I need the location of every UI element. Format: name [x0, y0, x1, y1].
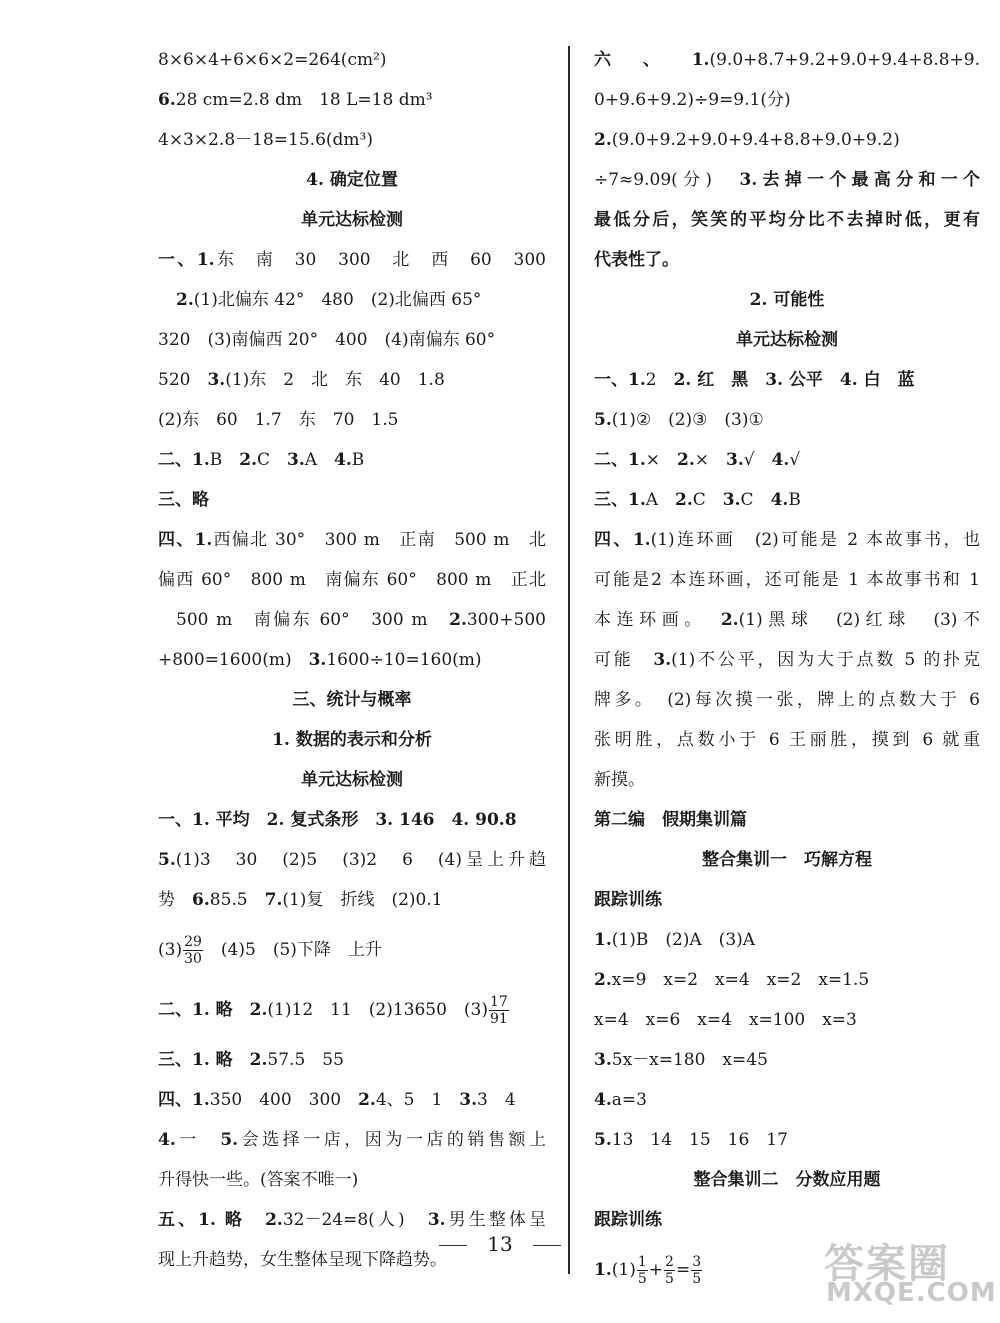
text: 张明胜，点数小于 6 王丽胜，摸到 6 就重 — [594, 730, 980, 750]
line — [158, 520, 546, 560]
text: × — [645, 450, 677, 470]
line — [158, 560, 546, 600]
text: 偏西 60° 800 m 南偏东 60° 800 m 正北 — [158, 570, 546, 590]
item-number: 六、1. — [594, 50, 710, 70]
text: 32－24=8(人) — [282, 1210, 428, 1230]
text: 13 14 15 16 17 — [611, 1130, 788, 1150]
text: (1)不公平，因为大于点数 5 的扑克 — [671, 650, 980, 670]
line — [594, 760, 980, 800]
item-number: 3. — [459, 1090, 478, 1110]
item-number: 二、1. — [594, 450, 646, 470]
fraction — [489, 994, 509, 1027]
item-number: 三、1. — [594, 490, 646, 510]
text: (4)5 (5)下降 上升 — [203, 940, 382, 960]
text: 520 — [158, 370, 208, 390]
text: 可能 — [594, 650, 654, 670]
item-number: 3. — [739, 170, 758, 190]
line — [594, 1040, 980, 1080]
part-title: 第二编 假期集训篇 — [594, 810, 747, 830]
line — [158, 920, 546, 980]
line — [594, 400, 980, 440]
line — [158, 400, 546, 440]
text: ÷7≈9.09(分) — [594, 170, 740, 190]
item-number: 五、1. 略 2. — [158, 1210, 283, 1230]
text: 57.5 55 — [267, 1050, 344, 1070]
denominator: 5 — [692, 1271, 702, 1287]
line — [594, 600, 980, 640]
item-number: 2. — [675, 490, 693, 510]
text: 4×3×2.8－18=15.6(dm³) — [158, 130, 373, 150]
line — [594, 1000, 980, 1040]
item-number: 1. — [594, 1260, 612, 1280]
left-column — [158, 40, 546, 1280]
item-number: 四、1. — [158, 530, 213, 550]
line — [158, 320, 546, 360]
numerator: 3 — [692, 1254, 702, 1270]
line — [594, 640, 980, 680]
text: x=9 x=2 x=4 x=2 x=1.5 — [611, 970, 870, 990]
item-number: 2. — [239, 450, 257, 470]
text: 28 cm=2.8 dm 18 L=18 dm³ — [175, 90, 433, 110]
text: (1)东 2 北 东 40 1.8 — [225, 370, 445, 390]
text: 一 — [175, 1130, 221, 1150]
text: (3) — [158, 940, 183, 960]
text: C — [740, 490, 771, 510]
line — [594, 520, 980, 560]
right-column — [594, 40, 980, 1300]
text: (9.0+8.7+9.2+9.0+9.4+8.8+9. — [709, 50, 980, 70]
text: (2)东 60 1.7 东 70 1.5 — [158, 410, 399, 430]
section-subtitle: 单元达标检测 — [301, 210, 403, 230]
text: 东 南 30 300 北 西 60 300 — [214, 250, 546, 270]
line — [594, 360, 980, 400]
line — [158, 80, 546, 120]
item-number: 2. — [594, 970, 612, 990]
section-title: 整合集训二 分数应用题 — [693, 1170, 881, 1190]
text: 2 — [645, 370, 674, 390]
item-number: 4. — [334, 450, 352, 470]
text: 1600÷10=160(m) — [326, 650, 482, 670]
line — [158, 360, 546, 400]
item-number: 5. — [594, 1130, 612, 1150]
denominator: 91 — [490, 1011, 508, 1027]
item-number: 四、1. — [594, 530, 651, 550]
item-number: 二、1. 略 2. — [158, 1000, 268, 1020]
item-number: 6. — [158, 90, 176, 110]
line — [158, 640, 546, 680]
column-divider — [568, 46, 570, 1274]
operator: + — [648, 1260, 664, 1280]
line — [594, 120, 980, 160]
section-title: 4. 确定位置 — [306, 170, 398, 190]
item-number: 7. — [264, 890, 283, 910]
denominator: 30 — [184, 951, 202, 967]
fraction — [637, 1254, 648, 1287]
text: (1)12 11 (2)13650 (3) — [267, 1000, 489, 1020]
item-number: 4. — [158, 1130, 176, 1150]
text: 4、5 1 — [375, 1090, 460, 1110]
item-number: 4. — [594, 1090, 612, 1110]
line — [594, 680, 980, 720]
line — [594, 1080, 980, 1120]
text: x=4 x=6 x=4 x=100 x=3 — [594, 1010, 857, 1030]
text: (1)3 30 (2)5 (3)2 6 (4)呈上升趋 — [175, 850, 546, 870]
text: 男生整体呈 — [445, 1210, 547, 1230]
item-number: 2. — [358, 1090, 376, 1110]
line — [594, 480, 980, 520]
text: B — [351, 450, 365, 470]
text: 升得快一些。(答案不唯一) — [158, 1170, 359, 1190]
numerator: 1 — [637, 1254, 647, 1270]
line — [158, 1120, 546, 1160]
page-number-dash — [533, 1245, 561, 1246]
item-number: 二、1. — [158, 450, 210, 470]
line — [594, 920, 980, 960]
text: (1)复 折线 (2)0.1 — [282, 890, 443, 910]
line: 代表性了。 — [594, 250, 679, 270]
text: (1)② (2)③ (3)① — [611, 410, 764, 430]
text: 牌多。 (2)每次摸一张，牌上的点数大于 6 — [594, 690, 980, 710]
item-number: 5. — [594, 410, 612, 430]
denominator: 5 — [637, 1271, 647, 1287]
text: (1) — [611, 1260, 636, 1280]
line — [594, 960, 980, 1000]
text: B — [788, 490, 801, 510]
text: 西偏北 30° 300 m 正南 500 m 北 — [212, 530, 546, 550]
line: 三、略 — [158, 490, 209, 510]
line — [158, 280, 546, 320]
text: √ — [789, 450, 801, 470]
item-number: 3. — [308, 650, 327, 670]
text: (1)黑球 (2)红球 (3)不 — [738, 610, 980, 630]
text: √ — [743, 450, 772, 470]
text: 0+9.6+9.2)÷9=9.1(分) — [594, 90, 791, 110]
numerator: 2 — [665, 1254, 674, 1270]
line — [594, 40, 980, 80]
text: 可能是2 本连环画，还可能是 1 本故事书和 1 — [594, 570, 980, 590]
line — [594, 720, 980, 760]
fraction — [691, 1254, 702, 1287]
numerator: 29 — [184, 934, 202, 950]
item-number: 3. — [653, 650, 672, 670]
line — [158, 40, 546, 80]
page-number-text: 13 — [487, 1232, 513, 1256]
text: 300+500 — [466, 610, 546, 630]
numerator: 17 — [490, 994, 508, 1010]
item-number: 2. — [594, 130, 612, 150]
item-number: 2. — [176, 290, 194, 310]
text: 新摸。 — [594, 770, 645, 790]
line — [158, 980, 546, 1040]
page-number-dash — [439, 1245, 467, 1246]
subsection-title: 跟踪训练 — [594, 1210, 662, 1230]
text: 3 4 — [477, 1090, 516, 1110]
item-number: 3. — [207, 370, 226, 390]
text: 2. 红 黑 3. 公平 4. 白 蓝 — [673, 370, 915, 390]
text: 去掉一个最高分和一个 — [757, 170, 980, 190]
line — [594, 160, 980, 200]
text: 350 400 300 — [209, 1090, 359, 1110]
section-subtitle: 单元达标检测 — [736, 330, 838, 350]
item-number: 5. — [220, 1130, 239, 1150]
line — [158, 440, 546, 480]
line — [594, 560, 980, 600]
item-number: 3. — [722, 490, 741, 510]
section-title: 整合集训一 巧解方程 — [702, 850, 872, 870]
item-number: 2. — [449, 610, 467, 630]
subsection-title: 跟踪训练 — [594, 890, 662, 910]
item-number: 4. — [770, 490, 789, 510]
line — [158, 120, 546, 160]
text: A — [645, 490, 676, 510]
fraction — [183, 934, 203, 967]
section-title: 三、统计与概率 — [292, 690, 412, 710]
item-number: 一、1. — [158, 250, 215, 270]
text: +800=1600(m) — [158, 650, 309, 670]
item-number: 四、1. — [158, 1090, 210, 1110]
line — [158, 1160, 546, 1200]
line — [158, 240, 546, 280]
text: (1)连环画 (2)可能是 2 本故事书，也 — [650, 530, 980, 550]
section-subtitle: 单元达标检测 — [301, 770, 403, 790]
text: a=3 — [611, 1090, 647, 1110]
line — [158, 1040, 546, 1080]
section-title: 1. 数据的表示和分析 — [272, 730, 432, 750]
item-number: 4. — [771, 450, 790, 470]
line — [594, 1120, 980, 1160]
watermark-url: MXQE.COM — [826, 1278, 997, 1308]
fraction — [664, 1254, 675, 1287]
text: B — [209, 450, 240, 470]
item-number: 3. — [594, 1050, 612, 1070]
text: C — [692, 490, 723, 510]
item-number: 3. — [726, 450, 744, 470]
text: 势 — [158, 890, 192, 910]
text: 8×6×4+6×6×2=264(cm²) — [158, 50, 387, 70]
watermark-title: 答案圈 — [824, 1241, 950, 1287]
item-number: 1. — [594, 930, 612, 950]
line: 一、1. 平均 2. 复式条形 3. 146 4. 90.8 — [158, 810, 517, 830]
text: (9.0+9.2+9.0+9.4+8.8+9.0+9.2) — [611, 130, 900, 150]
line — [158, 1080, 546, 1120]
item-number: 一、1. — [594, 370, 646, 390]
text: 5x－x=180 x=45 — [611, 1050, 768, 1070]
text: 500 m 南偏东 60° 300 m — [176, 610, 450, 630]
item-number: 3. — [427, 1210, 446, 1230]
item-number: 2. — [677, 450, 695, 470]
line — [594, 440, 980, 480]
watermark-logo — [818, 1232, 997, 1312]
text: × — [694, 450, 726, 470]
item-number: 6. — [192, 890, 210, 910]
text: 会选择一店，因为一店的销售额上 — [238, 1130, 547, 1150]
item-number: 2. — [720, 610, 739, 630]
item-number: 3. — [287, 450, 305, 470]
line — [158, 880, 546, 920]
item-number: 三、1. 略 2. — [158, 1050, 268, 1070]
text: (1)B (2)A (3)A — [611, 930, 756, 950]
text: (1)北偏东 42° 480 (2)北偏西 65° — [193, 290, 482, 310]
line — [594, 80, 980, 120]
operator: = — [675, 1260, 691, 1280]
line — [158, 600, 546, 640]
text: 现上升趋势，女生整体呈现下降趋势。 — [158, 1250, 447, 1270]
text: 85.5 — [209, 890, 265, 910]
text: 本连环画。 — [594, 610, 721, 630]
denominator: 5 — [665, 1271, 674, 1287]
line — [158, 840, 546, 880]
text: A — [304, 450, 335, 470]
section-title: 2. 可能性 — [749, 290, 825, 310]
text: 320 (3)南偏西 20° 400 (4)南偏东 60° — [158, 330, 496, 350]
item-number: 5. — [158, 850, 176, 870]
text: C — [257, 450, 288, 470]
line: 最低分后，笑笑的平均分比不去掉时低，更有 — [594, 210, 980, 230]
